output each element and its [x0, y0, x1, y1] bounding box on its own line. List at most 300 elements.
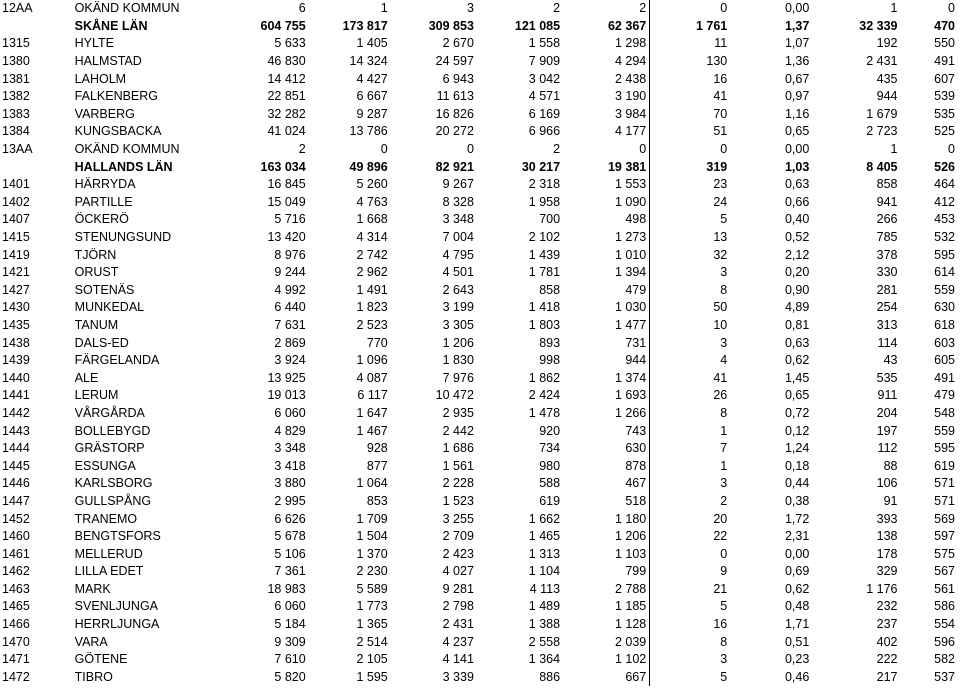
table-row — [0, 510, 958, 528]
municipality-code-cell: 1441 — [2, 388, 30, 403]
value-cell-col-4: 4 113 — [529, 581, 561, 596]
value-cell-col-1: 7 610 — [274, 652, 306, 667]
value-cell-col-1: 4 992 — [274, 282, 306, 297]
municipality-name-cell: HERRLJUNGA — [74, 617, 160, 632]
value-cell-col-6: 16 — [650, 70, 731, 88]
value-cell-col-4: 980 — [539, 458, 561, 473]
value-cell-col-6: 130 — [650, 53, 731, 71]
table-row — [0, 563, 958, 581]
value-cell-col-5: 1 273 — [614, 230, 647, 245]
municipality-code-cell: 1461 — [2, 546, 30, 561]
value-cell-col-6: 5 — [650, 669, 731, 687]
value-cell-col-7: 0,65 — [784, 124, 810, 139]
value-cell-col-7: 1,37 — [784, 18, 810, 33]
value-cell-col-5: 1 266 — [614, 405, 647, 420]
value-cell-col-2: 877 — [366, 458, 388, 473]
value-cell-col-5: 1 693 — [614, 388, 647, 403]
value-cell-col-5: 0 — [639, 142, 647, 157]
value-cell-col-5: 1 185 — [614, 599, 647, 614]
value-cell-col-2: 2 523 — [356, 317, 388, 332]
value-cell-col-4: 1 662 — [528, 511, 561, 526]
value-cell-col-2: 1 365 — [356, 617, 388, 632]
value-cell-col-7: 0,63 — [784, 177, 810, 192]
table-row — [0, 334, 958, 352]
value-cell-col-3: 1 206 — [442, 335, 474, 350]
value-cell-col-8: 32 339 — [859, 18, 898, 33]
value-cell-col-4: 2 318 — [528, 177, 561, 192]
value-cell-col-8: 1 — [890, 142, 898, 157]
value-cell-col-1: 163 034 — [260, 159, 306, 174]
value-cell-col-8: 281 — [876, 282, 898, 297]
value-cell-col-1: 46 830 — [267, 54, 306, 69]
value-cell-col-2: 2 514 — [356, 634, 388, 649]
value-cell-col-1: 6 626 — [274, 511, 306, 526]
table-row — [0, 0, 958, 18]
value-cell-col-6: 0 — [650, 141, 731, 159]
value-cell-col-7: 0,63 — [784, 335, 810, 350]
value-cell-col-9: 479 — [934, 388, 955, 403]
value-cell-col-6: 8 — [650, 405, 731, 423]
table-row — [0, 35, 958, 53]
value-cell-col-9: 525 — [934, 124, 955, 139]
value-cell-col-5: 1 298 — [614, 36, 647, 51]
value-cell-col-7: 0,38 — [784, 493, 810, 508]
value-cell-col-5: 1 128 — [614, 617, 647, 632]
value-cell-col-7: 1,07 — [784, 36, 810, 51]
table-row — [0, 123, 958, 141]
value-cell-col-4: 1 313 — [528, 546, 561, 561]
value-cell-col-6: 23 — [650, 176, 731, 194]
value-cell-col-9: 0 — [948, 1, 955, 16]
value-cell-col-3: 309 853 — [428, 18, 474, 33]
municipality-name-cell: BOLLEBYGD — [74, 423, 151, 438]
value-cell-col-6: 5 — [650, 211, 731, 229]
municipality-code-cell: 1402 — [2, 194, 30, 209]
value-cell-col-4: 1 388 — [528, 617, 561, 632]
value-cell-col-9: 491 — [934, 54, 955, 69]
value-cell-col-9: 567 — [934, 564, 955, 579]
value-cell-col-3: 2 442 — [442, 423, 474, 438]
value-cell-col-2: 770 — [366, 335, 388, 350]
value-cell-col-8: 266 — [876, 212, 898, 227]
value-cell-col-2: 2 105 — [356, 652, 388, 667]
value-cell-col-4: 1 104 — [528, 564, 561, 579]
value-cell-col-7: 1,71 — [784, 617, 810, 632]
county-name-cell: HALLANDS LÄN — [74, 159, 173, 174]
value-cell-col-8: 217 — [876, 669, 898, 684]
value-cell-col-7: 0,00 — [784, 142, 810, 157]
municipality-name-cell: ORUST — [74, 265, 119, 280]
value-cell-col-2: 2 742 — [356, 247, 388, 262]
municipality-name-cell: OKÄND KOMMUN — [74, 1, 180, 16]
value-cell-col-3: 1 686 — [442, 441, 474, 456]
value-cell-col-6: 16 — [650, 616, 731, 634]
value-cell-col-6: 10 — [650, 317, 731, 335]
value-cell-col-8: 112 — [877, 441, 898, 456]
value-cell-col-4: 7 909 — [528, 54, 561, 69]
table-row — [0, 493, 958, 511]
value-cell-col-9: 605 — [934, 353, 955, 368]
value-cell-col-4: 30 217 — [521, 159, 561, 174]
municipality-name-cell: LERUM — [74, 388, 119, 403]
value-cell-col-4: 2 102 — [528, 230, 561, 245]
table-row — [0, 264, 958, 282]
table-row — [0, 369, 958, 387]
value-cell-col-2: 6 117 — [357, 388, 388, 403]
value-cell-col-2: 1 405 — [356, 36, 388, 51]
value-cell-col-6: 1 761 — [650, 18, 731, 36]
value-cell-col-2: 4 763 — [356, 194, 388, 209]
value-cell-col-4: 1 364 — [528, 652, 561, 667]
table-row — [0, 475, 958, 493]
value-cell-col-8: 192 — [876, 36, 898, 51]
municipality-code-cell: 1460 — [2, 529, 30, 544]
municipality-code-cell: 1427 — [2, 282, 30, 297]
table-row — [0, 651, 958, 669]
municipality-name-cell: VARA — [74, 634, 108, 649]
value-cell-col-1: 3 348 — [274, 441, 306, 456]
value-cell-col-2: 928 — [366, 441, 388, 456]
value-cell-col-3: 3 255 — [442, 511, 474, 526]
value-cell-col-3: 24 597 — [435, 54, 474, 69]
value-cell-col-3: 11 613 — [436, 89, 474, 104]
value-cell-col-4: 1 781 — [528, 265, 561, 280]
value-cell-col-2: 2 962 — [356, 265, 388, 280]
value-cell-col-9: 603 — [934, 335, 955, 350]
value-cell-col-5: 19 381 — [607, 159, 647, 174]
table-row — [0, 440, 958, 458]
value-cell-col-2: 1 064 — [356, 476, 388, 491]
table-row — [0, 70, 958, 88]
value-cell-col-3: 2 935 — [442, 405, 474, 420]
municipality-name-cell: ALE — [74, 370, 99, 385]
value-cell-col-4: 998 — [539, 353, 561, 368]
municipality-code-cell — [0, 158, 67, 176]
municipality-code-cell: 1407 — [2, 212, 30, 227]
value-cell-col-3: 1 830 — [442, 353, 474, 368]
value-cell-col-4: 4 571 — [528, 89, 561, 104]
value-cell-col-6: 7 — [650, 440, 731, 458]
value-cell-col-8: 1 679 — [866, 106, 898, 121]
value-cell-col-1: 6 — [298, 1, 306, 16]
value-cell-col-5: 2 438 — [614, 71, 647, 86]
value-cell-col-1: 5 820 — [274, 669, 306, 684]
value-cell-col-8: 378 — [876, 247, 898, 262]
value-cell-col-6: 4 — [650, 352, 731, 370]
value-cell-col-9: 582 — [934, 652, 955, 667]
value-cell-col-8: 535 — [876, 370, 898, 385]
municipality-code-cell: 1443 — [2, 423, 30, 438]
value-cell-col-9: 618 — [934, 317, 955, 332]
value-cell-col-5: 1 103 — [614, 546, 647, 561]
value-cell-col-9: 597 — [934, 529, 955, 544]
municipality-code-cell: 1447 — [2, 493, 30, 508]
value-cell-col-1: 5 678 — [274, 529, 306, 544]
municipality-code-cell: 1466 — [2, 617, 30, 632]
value-cell-col-5: 518 — [625, 493, 647, 508]
table-row — [0, 581, 958, 599]
municipality-code-cell: 1471 — [2, 652, 30, 667]
value-cell-col-2: 1 595 — [356, 669, 388, 684]
value-cell-col-1: 604 755 — [260, 18, 306, 33]
value-cell-col-3: 6 943 — [442, 71, 474, 86]
value-cell-col-4: 893 — [539, 335, 561, 350]
value-cell-col-6: 70 — [650, 106, 731, 124]
value-cell-col-7: 0,90 — [784, 282, 810, 297]
value-cell-col-1: 13 420 — [267, 230, 306, 245]
value-cell-col-5: 2 039 — [614, 634, 647, 649]
value-cell-col-2: 9 287 — [356, 106, 388, 121]
table-row — [0, 317, 958, 335]
value-cell-col-2: 1 668 — [356, 212, 388, 227]
value-cell-col-6: 5 — [650, 598, 731, 616]
table-row — [0, 387, 958, 405]
value-cell-col-7: 0,18 — [784, 458, 810, 473]
value-cell-col-4: 2 424 — [528, 388, 561, 403]
municipality-code-cell: 1440 — [2, 370, 30, 385]
value-cell-col-7: 0,46 — [784, 669, 810, 684]
value-cell-col-6: 8 — [650, 633, 731, 651]
table-row — [0, 545, 958, 563]
municipality-name-cell: GRÄSTORP — [74, 441, 145, 456]
municipality-code-cell: 1462 — [2, 564, 30, 579]
municipality-code-cell: 1430 — [2, 300, 30, 315]
municipality-name-cell: TRANEMO — [74, 511, 138, 526]
value-cell-col-7: 1,36 — [784, 54, 810, 69]
municipality-code-cell — [0, 18, 67, 36]
value-cell-col-9: 614 — [934, 265, 955, 280]
municipality-name-cell: SOTENÄS — [74, 282, 135, 297]
value-cell-col-6: 51 — [650, 123, 731, 141]
value-cell-col-3: 3 348 — [442, 212, 474, 227]
value-cell-col-2: 5 589 — [356, 581, 388, 596]
municipality-name-cell: ÖCKERÖ — [74, 212, 129, 227]
table-row — [0, 299, 958, 317]
municipality-name-cell: VÅRGÅRDA — [74, 405, 145, 420]
value-cell-col-2: 1 467 — [356, 423, 388, 438]
municipality-code-cell: 1315 — [2, 36, 30, 51]
value-cell-col-4: 734 — [539, 441, 561, 456]
municipality-name-cell: SVENLJUNGA — [74, 599, 159, 614]
value-cell-col-6: 2 — [650, 493, 731, 511]
value-cell-col-6: 8 — [650, 282, 731, 300]
value-cell-col-4: 1 862 — [528, 370, 561, 385]
value-cell-col-8: 435 — [876, 71, 898, 86]
value-cell-col-7: 0,62 — [784, 581, 810, 596]
table-row — [0, 633, 958, 651]
value-cell-col-9: 575 — [934, 546, 955, 561]
value-cell-col-8: 402 — [876, 634, 898, 649]
value-cell-col-5: 1 477 — [614, 317, 647, 332]
municipality-name-cell: PARTILLE — [74, 194, 133, 209]
value-cell-col-1: 7 361 — [274, 564, 306, 579]
value-cell-col-8: 2 431 — [866, 54, 898, 69]
value-cell-col-9: 539 — [934, 89, 955, 104]
value-cell-col-2: 1 823 — [356, 300, 388, 315]
value-cell-col-8: 91 — [883, 493, 898, 508]
municipality-name-cell: MELLERUD — [74, 546, 143, 561]
municipality-name-cell: LILLA EDET — [74, 564, 144, 579]
value-cell-col-3: 4 237 — [442, 634, 474, 649]
value-cell-col-3: 9 281 — [442, 581, 474, 596]
municipality-name-cell: TANUM — [74, 317, 119, 332]
value-cell-col-1: 2 — [298, 142, 306, 157]
value-cell-col-7: 0,12 — [784, 423, 810, 438]
value-cell-col-2: 1 773 — [356, 599, 388, 614]
value-cell-col-1: 3 880 — [274, 476, 306, 491]
value-cell-col-6: 0 — [650, 0, 731, 18]
municipality-name-cell: GULLSPÅNG — [74, 493, 152, 508]
value-cell-col-7: 0,62 — [784, 353, 810, 368]
value-cell-col-1: 9 244 — [274, 265, 306, 280]
value-cell-col-7: 1,16 — [784, 106, 810, 121]
value-cell-col-5: 1 102 — [614, 652, 647, 667]
value-cell-col-9: 0 — [948, 142, 955, 157]
municipality-name-cell: MARK — [74, 581, 111, 596]
table-row — [0, 616, 958, 634]
value-cell-col-5: 1 394 — [614, 265, 647, 280]
value-cell-col-4: 1 465 — [528, 529, 561, 544]
value-cell-col-9: 526 — [934, 159, 955, 174]
municipality-name-cell: FÄRGELANDA — [74, 353, 160, 368]
value-cell-col-3: 4 141 — [442, 652, 474, 667]
value-cell-col-2: 1 096 — [356, 353, 388, 368]
county-total-row — [0, 158, 958, 176]
value-cell-col-9: 586 — [934, 599, 955, 614]
value-cell-col-9: 537 — [934, 669, 955, 684]
value-cell-col-3: 7 976 — [442, 370, 474, 385]
value-cell-col-8: 330 — [876, 265, 898, 280]
municipality-code-cell: 1421 — [2, 265, 30, 280]
value-cell-col-6: 21 — [650, 581, 731, 599]
municipality-name-cell: VARBERG — [74, 106, 135, 121]
value-cell-col-2: 14 324 — [349, 54, 388, 69]
value-cell-col-9: 453 — [934, 212, 955, 227]
value-cell-col-5: 3 190 — [614, 89, 647, 104]
municipality-code-cell: 1384 — [2, 124, 30, 139]
value-cell-col-2: 0 — [380, 142, 388, 157]
value-cell-col-8: 254 — [876, 300, 898, 315]
value-cell-col-5: 3 984 — [614, 106, 647, 121]
municipality-code-cell: 1444 — [2, 441, 30, 456]
value-cell-col-8: 911 — [877, 388, 898, 403]
value-cell-col-8: 43 — [883, 353, 898, 368]
value-cell-col-1: 19 013 — [267, 388, 306, 403]
value-cell-col-3: 10 472 — [435, 388, 474, 403]
value-cell-col-2: 4 087 — [356, 370, 388, 385]
value-cell-col-7: 0,48 — [784, 599, 810, 614]
value-cell-col-4: 886 — [539, 669, 561, 684]
value-cell-col-1: 14 412 — [267, 71, 306, 86]
municipality-code-cell: 1381 — [2, 71, 30, 86]
table-row — [0, 229, 958, 247]
municipality-name-cell: FALKENBERG — [74, 89, 159, 104]
municipality-name-cell: BENGTSFORS — [74, 529, 161, 544]
value-cell-col-6: 0 — [650, 545, 731, 563]
value-cell-col-8: 941 — [876, 194, 898, 209]
value-cell-col-9: 595 — [934, 247, 955, 262]
value-cell-col-3: 2 431 — [442, 617, 474, 632]
value-cell-col-1: 22 851 — [267, 89, 306, 104]
value-cell-col-5: 630 — [625, 441, 647, 456]
value-cell-col-3: 0 — [466, 142, 474, 157]
value-cell-col-3: 3 199 — [442, 300, 474, 315]
value-cell-col-8: 197 — [876, 423, 898, 438]
value-cell-col-8: 114 — [877, 335, 898, 350]
municipality-name-cell: HYLTE — [74, 36, 115, 51]
value-cell-col-6: 22 — [650, 528, 731, 546]
value-cell-col-5: 743 — [625, 423, 647, 438]
value-cell-col-2: 49 896 — [349, 159, 388, 174]
table-row — [0, 88, 958, 106]
value-cell-col-3: 2 670 — [442, 36, 474, 51]
table-row — [0, 405, 958, 423]
value-cell-col-1: 3 418 — [274, 458, 306, 473]
municipality-code-cell: 1383 — [2, 106, 30, 121]
value-cell-col-6: 50 — [650, 299, 731, 317]
value-cell-col-6: 3 — [650, 475, 731, 493]
value-cell-col-9: 595 — [934, 441, 955, 456]
value-cell-col-8: 204 — [876, 405, 898, 420]
table-row — [0, 194, 958, 212]
value-cell-col-2: 1 491 — [356, 282, 388, 297]
value-cell-col-2: 1 504 — [356, 529, 388, 544]
table-row — [0, 457, 958, 475]
value-cell-col-9: 569 — [934, 511, 955, 526]
value-cell-col-4: 6 169 — [528, 106, 561, 121]
value-cell-col-3: 3 305 — [442, 317, 474, 332]
value-cell-col-6: 1 — [650, 422, 731, 440]
value-cell-col-9: 559 — [934, 423, 955, 438]
table-row — [0, 669, 958, 687]
table-row — [0, 106, 958, 124]
value-cell-col-6: 11 — [650, 35, 731, 53]
value-cell-col-1: 6 060 — [274, 405, 306, 420]
municipality-name-cell: GÖTENE — [74, 652, 128, 667]
value-cell-col-6: 41 — [650, 369, 731, 387]
value-cell-col-8: 88 — [883, 458, 898, 473]
value-cell-col-4: 3 042 — [528, 71, 561, 86]
value-cell-col-2: 173 817 — [342, 18, 388, 33]
value-cell-col-8: 313 — [876, 317, 898, 332]
table-row — [0, 246, 958, 264]
value-cell-col-5: 667 — [625, 669, 647, 684]
value-cell-col-9: 559 — [934, 282, 955, 297]
value-cell-col-6: 9 — [650, 563, 731, 581]
value-cell-col-2: 4 314 — [356, 230, 388, 245]
value-cell-col-7: 0,52 — [784, 230, 810, 245]
value-cell-col-8: 944 — [876, 89, 898, 104]
value-cell-col-9: 550 — [934, 36, 955, 51]
municipality-name-cell: DALS-ED — [74, 335, 129, 350]
municipality-code-cell: 1439 — [2, 353, 30, 368]
municipality-code-cell: 1446 — [2, 476, 30, 491]
county-name-cell: SKÅNE LÄN — [74, 18, 148, 33]
value-cell-col-6: 13 — [650, 229, 731, 247]
value-cell-col-1: 7 631 — [274, 317, 306, 332]
value-cell-col-1: 6 440 — [274, 300, 306, 315]
value-cell-col-1: 8 976 — [274, 247, 306, 262]
value-cell-col-4: 1 558 — [528, 36, 561, 51]
municipality-code-cell: 1472 — [2, 669, 30, 684]
value-cell-col-9: 464 — [934, 177, 955, 192]
value-cell-col-8: 785 — [876, 230, 898, 245]
value-cell-col-4: 1 958 — [528, 194, 561, 209]
table-row — [0, 53, 958, 71]
value-cell-col-4: 2 — [553, 1, 561, 16]
value-cell-col-5: 1 030 — [614, 300, 647, 315]
value-cell-col-7: 1,45 — [784, 370, 810, 385]
